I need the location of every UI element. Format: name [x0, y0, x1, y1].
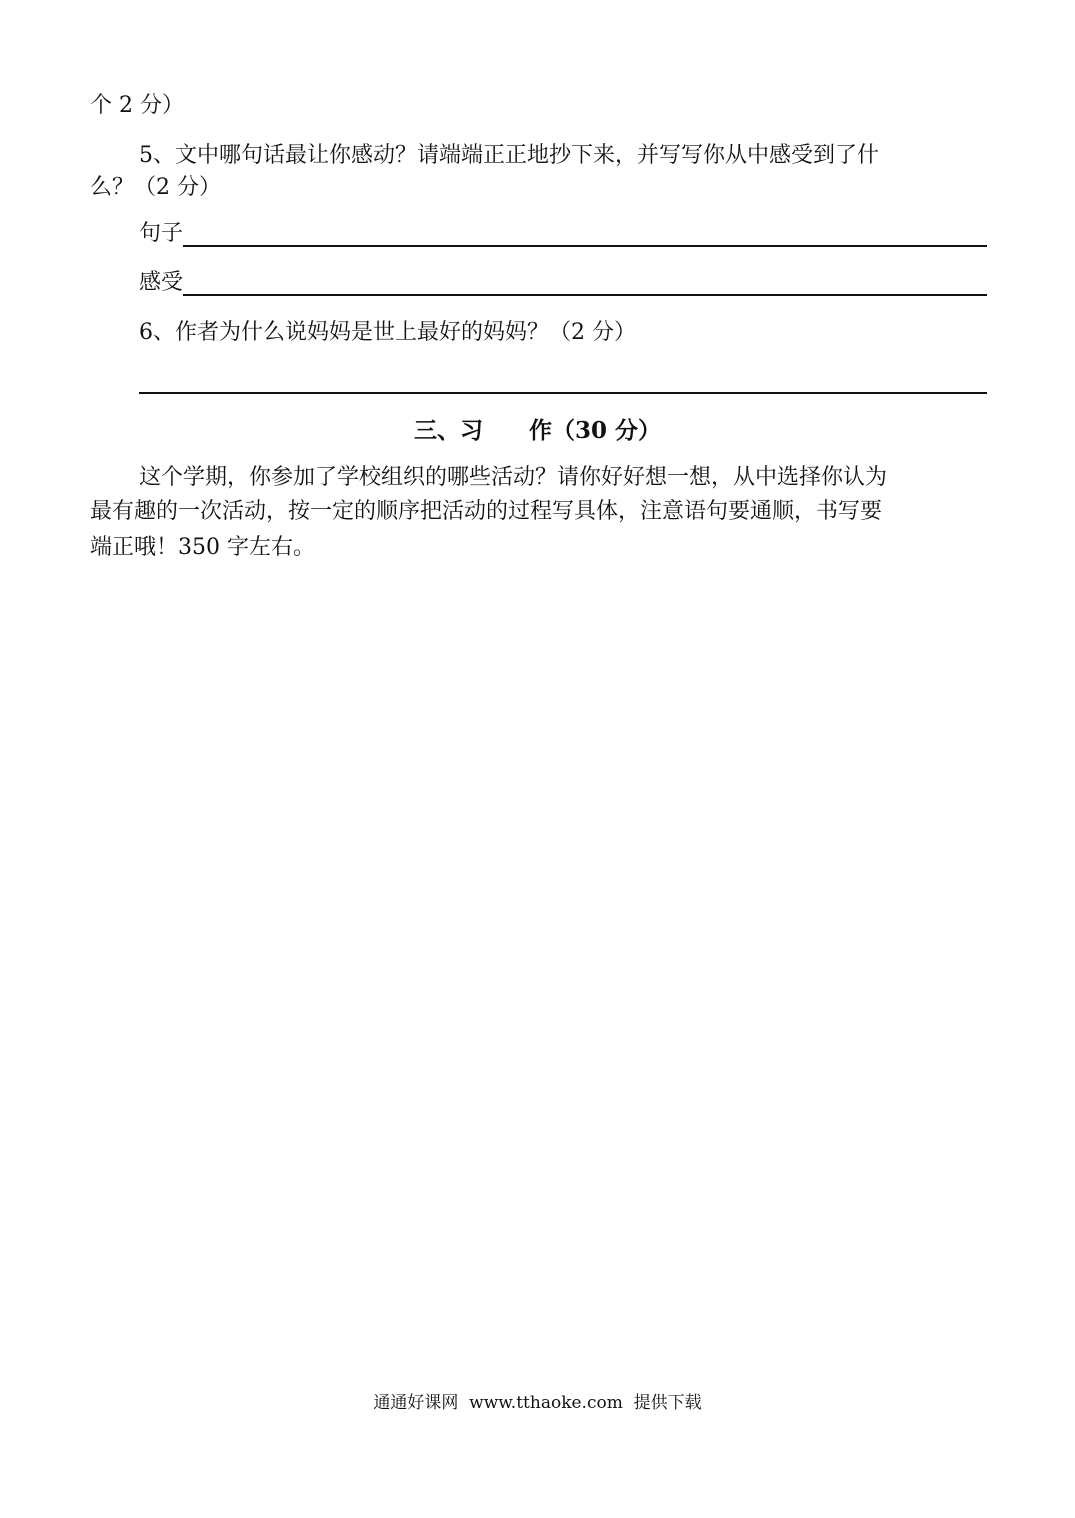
composition-prompt-line2: 最有趣的一次活动，按一定的顺序把活动的过程写具体，注意语句要通顺，书写要	[90, 499, 883, 524]
q5-sentence-answer-line[interactable]	[183, 244, 987, 247]
q5-feeling-row	[139, 264, 987, 300]
q5-feeling-answer-line[interactable]	[183, 293, 987, 296]
composition-prompt-line1: 这个学期，你参加了学校组织的哪些活动？请你好好想一想，从中选择你认为	[139, 465, 888, 490]
q6-answer-line[interactable]	[139, 392, 987, 394]
composition-prompt-line3: 端正哦！350 字左右。	[90, 535, 315, 560]
section3-title: 三、习 作（30 分）	[413, 417, 661, 444]
q5-text-line2: 么？（2 分）	[90, 175, 221, 200]
q5-sentence-label: 句子	[139, 221, 184, 246]
q5-text-line1: 5、文中哪句话最让你感动？请端端正正地抄下来，并写写你从中感受到了什	[139, 143, 879, 168]
q4-continuation: 个 2 分）	[90, 93, 184, 118]
q5-feeling-label: 感受	[139, 270, 184, 295]
q5-sentence-row	[139, 215, 987, 251]
q6-text: 6、作者为什么说妈妈是世上最好的妈妈？（2 分）	[139, 320, 636, 345]
page-footer: 通通好课网 www.tthaoke.com 提供下载	[373, 1393, 702, 1413]
